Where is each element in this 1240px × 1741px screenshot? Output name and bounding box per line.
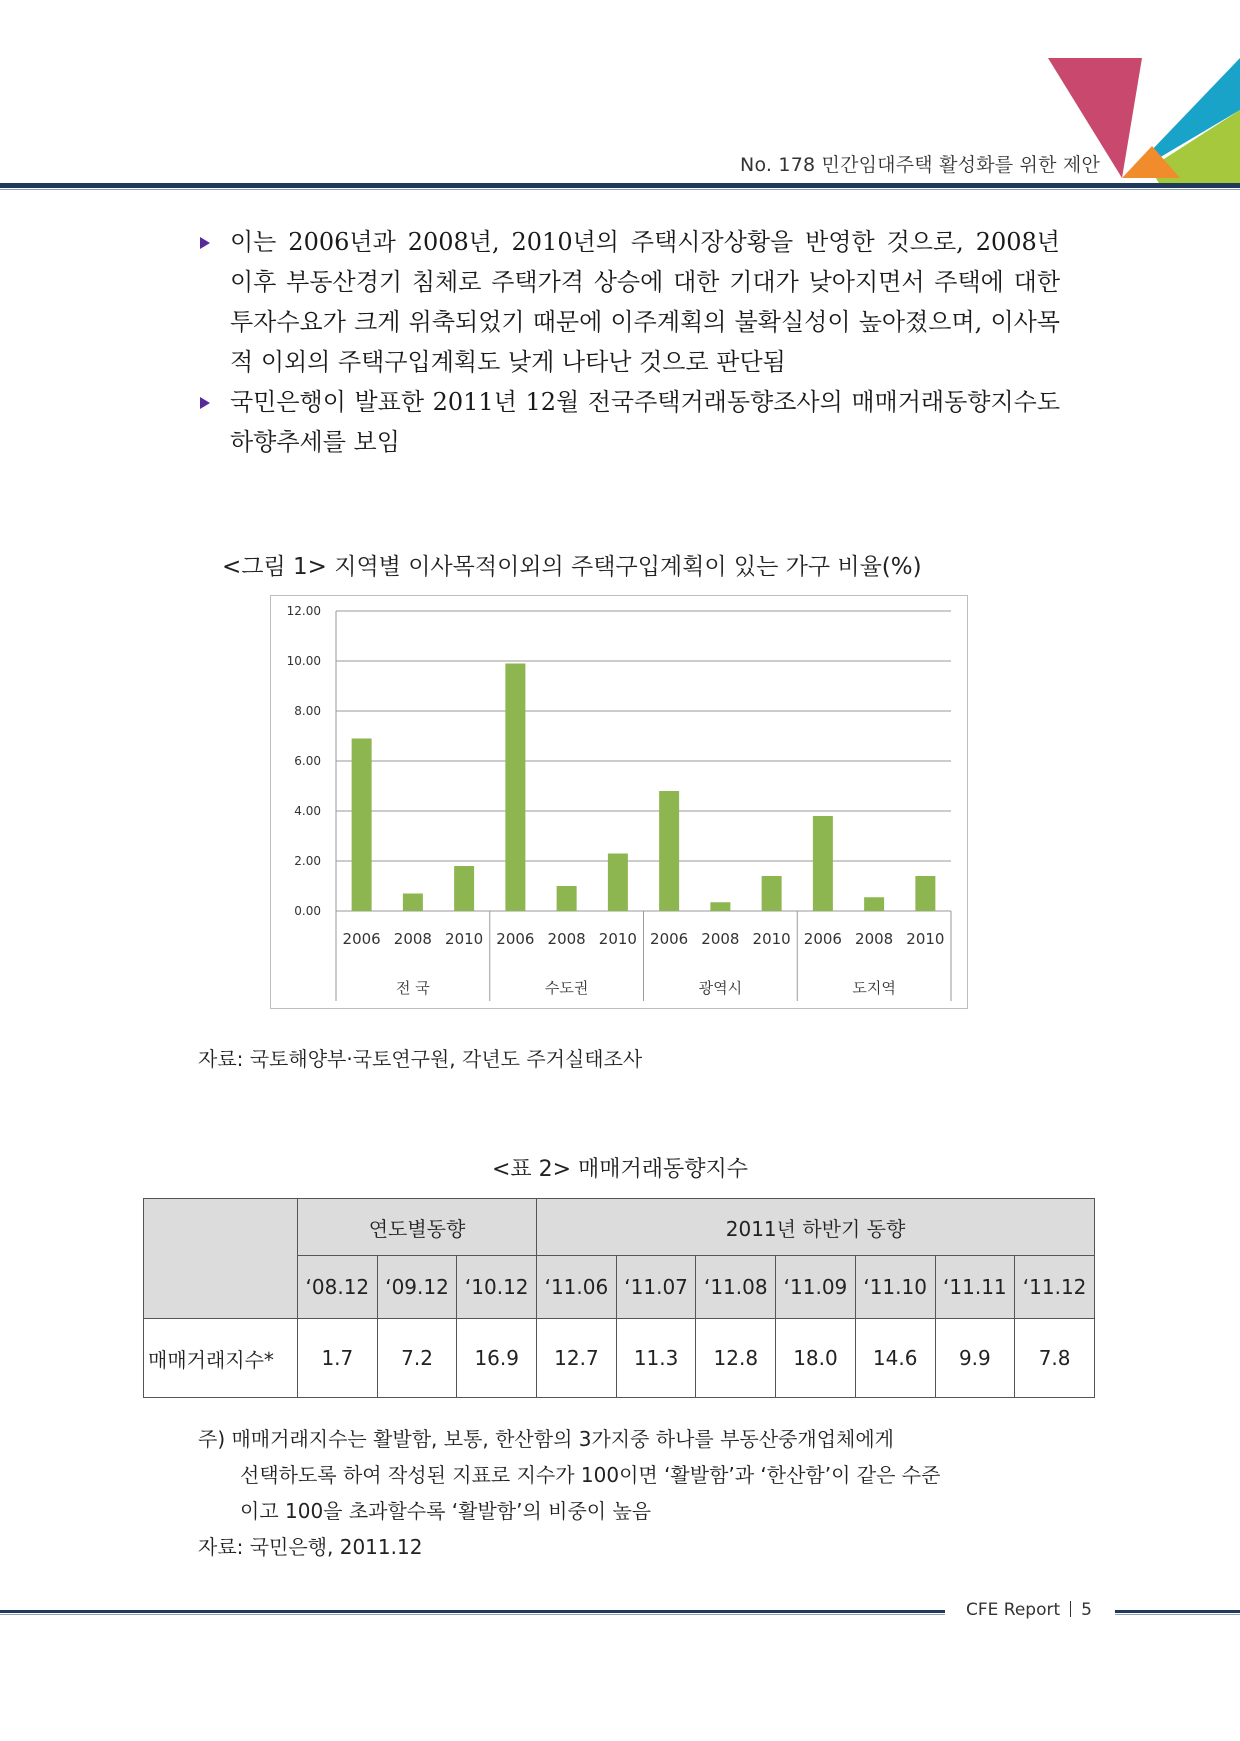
table-corner-cell	[144, 1199, 298, 1319]
table-source: 자료: 국민은행, 2011.12	[198, 1535, 423, 1559]
table-notes	[198, 1421, 1098, 1565]
x-tick-label: 2006	[496, 930, 535, 948]
table-cell: 9.9	[935, 1319, 1015, 1398]
x-tick-label: 2010	[906, 930, 945, 948]
note-line-2: 선택하도록 하여 작성된 지표로 지수가 100이면 ‘활발함’과 ‘한산함’이 같은 수준	[240, 1463, 941, 1487]
group-label: 도지역	[852, 979, 896, 997]
bullet-text: 이는 2006년과 2008년, 2010년의 주택시장상황을 반영한 것으로, 2008년 이후 부동산경기 침체로 주택가격 상승에 대한 기대가 낮아지면서 주택에 대한 투자수요가 크게 위축되었기 때문에 이주계획의 불확실성이 높아졌으며, 이사목적 이외의 주택구입계획도 낮게 나타난 것으로 판단됨	[230, 228, 1060, 376]
bar-chart	[270, 595, 968, 1009]
bar	[710, 902, 730, 911]
group-label: 광역시	[698, 979, 743, 997]
bar	[915, 876, 935, 911]
footer-separator	[1070, 1601, 1071, 1617]
x-tick-label: 2006	[803, 930, 842, 948]
header-divider-thin	[0, 189, 1240, 190]
note-line-1: 주) 매매거래지수는 활발함, 보통, 한산함의 3가지중 하나를 부동산중개업체에게	[198, 1427, 894, 1451]
x-tick-label: 2008	[547, 930, 586, 948]
column-header: ‘11.09	[776, 1256, 856, 1319]
bullet-arrow-icon	[200, 397, 210, 409]
column-header: ‘08.12	[298, 1256, 378, 1319]
bar	[352, 739, 372, 912]
table-cell: 1.7	[298, 1319, 378, 1398]
footer-report-name: CFE Report	[966, 1600, 1061, 1620]
column-header: ‘10.12	[457, 1256, 537, 1319]
table-cell: 11.3	[616, 1319, 696, 1398]
bullet-text: 국민은행이 발표한 2011년 12월 전국주택거래동향조사의 매매거래동향지수도 하향추세를 보임	[230, 388, 1060, 456]
body-bullets	[200, 222, 1060, 462]
footer-divider-left-thin	[0, 1614, 945, 1615]
report-header-title: No. 178 민간임대주택 활성화를 위한 제안	[740, 154, 1100, 176]
bar	[403, 894, 423, 912]
bar	[608, 854, 628, 912]
bar	[557, 886, 577, 911]
footer-divider-right	[1115, 1610, 1240, 1613]
bar	[864, 897, 884, 911]
bar	[813, 816, 833, 911]
group-label: 수도권	[544, 979, 589, 997]
column-header: ‘11.07	[616, 1256, 696, 1319]
note-line-3: 이고 100을 초과할수록 ‘활발함’의 비중이 높음	[240, 1499, 652, 1523]
y-tick-label: 10.00	[286, 654, 321, 668]
y-tick-label: 2.00	[294, 854, 321, 868]
y-tick-label: 12.00	[286, 604, 321, 618]
figure-source: 자료: 국토해양부·국토연구원, 각년도 주거실태조사	[198, 1047, 643, 1071]
column-header: ‘11.11	[935, 1256, 1015, 1319]
group-label: 전 국	[396, 979, 430, 997]
row-label: 매매거래지수*	[144, 1319, 298, 1398]
bar	[762, 876, 782, 911]
table-cell: 12.7	[537, 1319, 617, 1398]
footer-divider-left	[0, 1610, 945, 1613]
trade-index-table	[143, 1198, 1095, 1398]
table-cell: 7.2	[377, 1319, 457, 1398]
table-title: <표 2> 매매거래동향지수	[491, 1157, 749, 1182]
bar	[505, 664, 525, 912]
y-tick-label: 0.00	[294, 904, 321, 918]
page-number: 5	[1081, 1600, 1092, 1620]
footer-divider-right-thin	[1115, 1614, 1240, 1615]
column-header: ‘11.12	[1015, 1256, 1095, 1319]
x-tick-label: 2010	[752, 930, 791, 948]
table-cell: 7.8	[1015, 1319, 1095, 1398]
x-tick-label: 2008	[855, 930, 894, 948]
x-tick-label: 2006	[650, 930, 689, 948]
group-header-yearly: 연도별동향	[298, 1199, 537, 1256]
group-header-2011h2: 2011년 하반기 동향	[537, 1199, 1095, 1256]
y-tick-label: 4.00	[294, 804, 321, 818]
x-tick-label: 2008	[701, 930, 740, 948]
y-tick-label: 6.00	[294, 754, 321, 768]
x-tick-label: 2006	[342, 930, 381, 948]
table-cell: 14.6	[855, 1319, 935, 1398]
bar	[454, 866, 474, 911]
bullet-paragraph-1	[200, 222, 1060, 382]
column-header: ‘11.08	[696, 1256, 776, 1319]
bullet-arrow-icon	[200, 237, 210, 249]
table-cell: 12.8	[696, 1319, 776, 1398]
figure-title: <그림 1> 지역별 이사목적이외의 주택구입계획이 있는 가구 비율(%)	[222, 554, 922, 580]
x-tick-label: 2008	[393, 930, 432, 948]
column-header: ‘11.06	[537, 1256, 617, 1319]
column-header: ‘09.12	[377, 1256, 457, 1319]
x-tick-label: 2010	[445, 930, 484, 948]
bullet-paragraph-2	[200, 382, 1060, 462]
table-cell: 18.0	[776, 1319, 856, 1398]
page-footer	[966, 1600, 1092, 1620]
column-header: ‘11.10	[855, 1256, 935, 1319]
bar	[659, 791, 679, 911]
table-cell: 16.9	[457, 1319, 537, 1398]
x-tick-label: 2010	[598, 930, 637, 948]
y-tick-label: 8.00	[294, 704, 321, 718]
header-divider	[0, 183, 1240, 188]
